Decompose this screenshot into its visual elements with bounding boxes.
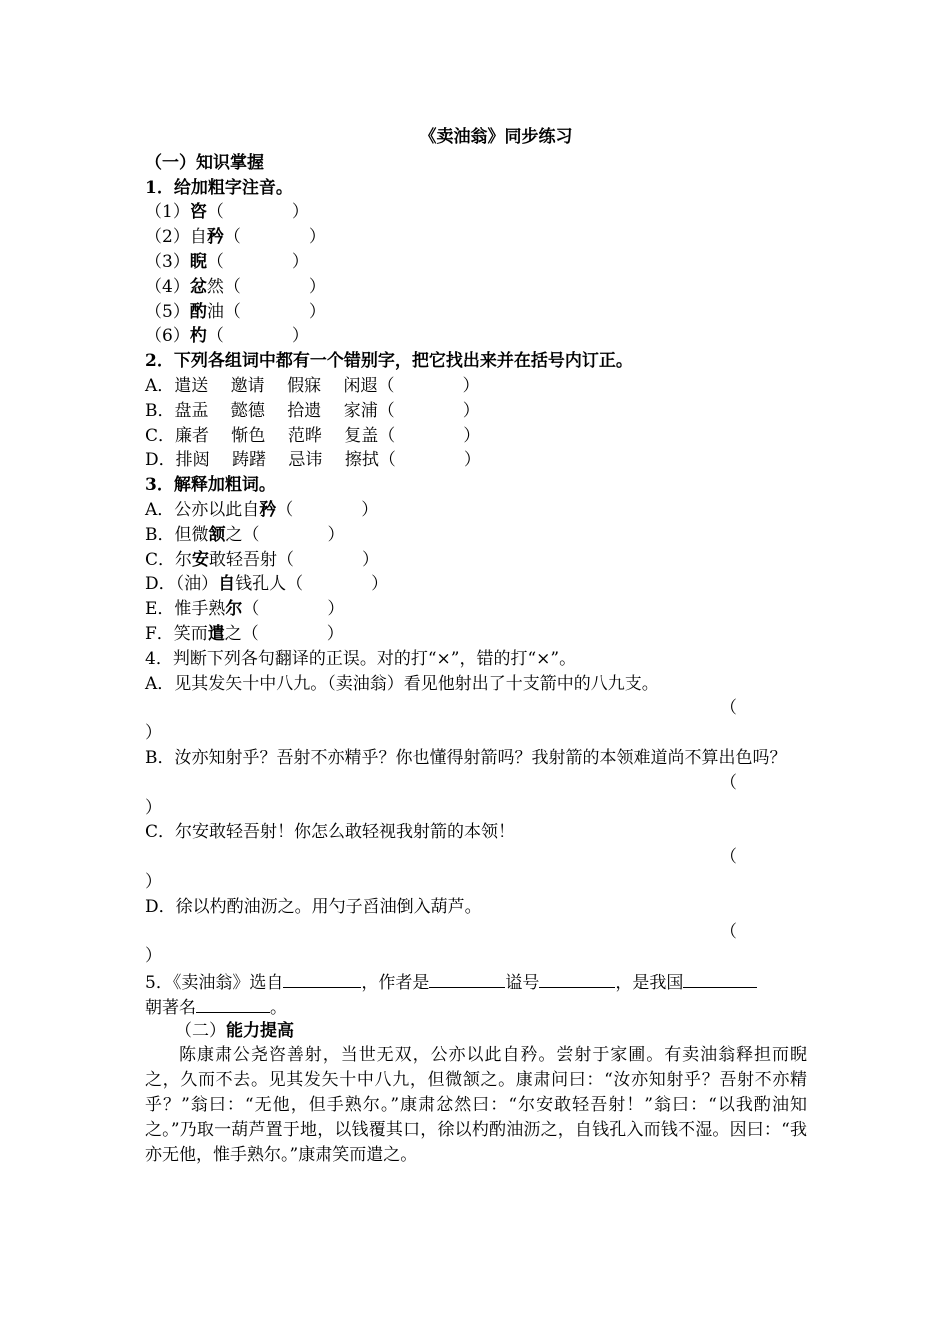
answer-paren-open: （ — [720, 698, 737, 719]
answer-blank[interactable] — [283, 969, 361, 988]
question-4-option: C．尔安敢轻吾射！你怎么敢轻视我射箭的本领！ — [145, 822, 516, 843]
answer-blank[interactable]: （ ） — [206, 202, 309, 223]
page-title: 《卖油翁》同步练习 — [419, 127, 573, 147]
question-1-item: （1）咨（ ） — [145, 202, 309, 223]
question-4-option: B．汝亦知射乎？吾射不亦精乎？你也懂得射箭吗？我射箭的本领难道尚不算出色吗？ — [145, 747, 787, 768]
worksheet-content — [145, 125, 807, 1167]
reading-passage: 陈康肃公尧咨善射，当世无双，公亦以此自矜。尝射于家圃。有卖油翁释担而睨之，久而不去。见其发矢十中八九，但微颔之。康肃问曰：“汝亦知射乎？吾射不亦精乎？”翁曰：“无他，但手熟尔。”康肃忿然曰：“尔安敢轻吾射！”翁曰：“以我酌油知之。”乃取一葫芦置于地，以钱覆其口，徐以杓酌油沥之，自钱孔入而钱不湿。因曰：“我亦无他，惟手熟尔。”康肃笑而遣之。 — [145, 1045, 807, 1165]
answer-paren-close: ） — [145, 723, 162, 744]
answer-blank[interactable]: （ ） — [206, 326, 309, 347]
question-2-heading: 2．下列各组词中都有一个错别字，把它找出来并在括号内订正。 — [145, 351, 633, 372]
answer-blank[interactable] — [196, 994, 270, 1013]
question-1-item: （5）酌油（ ） — [145, 301, 326, 322]
answer-paren-open: （ — [720, 772, 737, 793]
section-heading-knowledge: （一）知识掌握 — [145, 152, 264, 173]
answer-blank[interactable] — [539, 969, 615, 988]
answer-paren-open: （ — [720, 921, 737, 942]
answer-blank[interactable]: （ ） — [223, 276, 326, 297]
answer-blank[interactable]: （ ） — [206, 251, 309, 272]
question-5-line-2: 朝著名 。 — [145, 994, 807, 1019]
answer-blank[interactable] — [683, 969, 757, 988]
question-2-option: A．遣送 邀请 假寐 闲遐（ ） — [145, 375, 480, 396]
question-1-item: （4）忿然（ ） — [145, 276, 326, 297]
question-2-option: B．盘盂 懿德 拾遗 家浦（ ） — [145, 400, 480, 421]
question-2-option: C．廉者 惭色 范晔 复盖（ ） — [145, 425, 481, 446]
question-3-option: C．尔安敢轻吾射（ ） — [145, 549, 380, 570]
answer-paren-close: ） — [145, 797, 162, 818]
question-4-option: D．徐以杓酌油沥之。用勺子舀油倒入葫芦。 — [145, 896, 482, 917]
question-4-option: A．见其发矢十中八九。（卖油翁）看见他射出了十支箭中的八九支。 — [145, 673, 659, 694]
answer-paren-close: ） — [145, 871, 162, 892]
question-3-heading: 3．解释加粗词。 — [145, 475, 276, 496]
answer-paren-open: （ — [720, 847, 737, 868]
question-4-heading: 4．判断下列各句翻译的正误。对的打“×”，错的打“×”。 — [145, 648, 577, 669]
question-1-item: （6）杓（ ） — [145, 326, 309, 347]
question-3-option: E．惟手熟尔（ ） — [145, 599, 345, 620]
answer-blank[interactable]: （ ） — [223, 301, 326, 322]
question-3-option: D．（油）自钱孔人（ ） — [145, 574, 389, 595]
question-1-item: （2）自矜（ ） — [145, 227, 326, 248]
question-3-option: A．公亦以此自矜（ ） — [145, 499, 379, 520]
question-3-option: B．但微颔之（ ） — [145, 524, 345, 545]
question-1-item: （3）睨（ ） — [145, 251, 309, 272]
section-heading-ability: （二）能力提高 — [175, 1020, 294, 1041]
answer-paren-close: ） — [145, 946, 162, 967]
question-5-line-1: 5．《卖油翁》选自 ，作者是 谥号 ，是我国 — [145, 969, 807, 994]
question-1-heading: 1．给加粗字注音。 — [145, 177, 293, 198]
question-2-option: D．排闼 踌躇 忌讳 擦拭（ ） — [145, 450, 481, 471]
question-3-option: F．笑而遣之（ ） — [145, 623, 344, 644]
answer-blank[interactable]: （ ） — [223, 227, 326, 248]
answer-blank[interactable] — [429, 969, 505, 988]
